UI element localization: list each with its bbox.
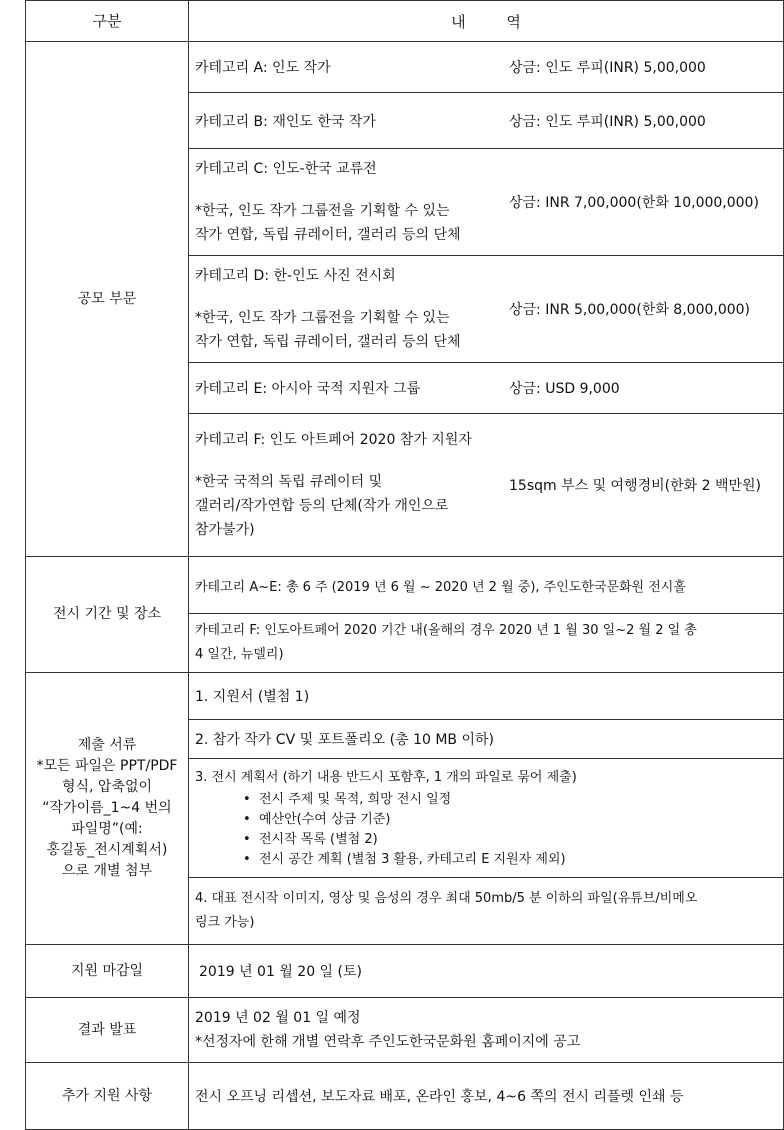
result-row <box>26 998 784 1063</box>
category-a-row <box>26 42 784 93</box>
docs-row-1 <box>26 673 784 720</box>
extra-label: 추가 지원 사항 <box>26 1063 189 1130</box>
docs-item-3: 3. 전시 계획서 (하기 내용 반드시 포함후, 1 개의 파일로 묶어 제출) <box>195 770 577 785</box>
list-item: • 전시 주제 및 목적, 희망 전시 일정 <box>259 790 783 810</box>
list-item: • 전시 공간 계획 (별첨 3 활용, 카테고리 E 지원자 제외) <box>259 850 783 870</box>
docs-label-7: 으로 개별 첨부 <box>61 863 153 879</box>
categories-label: 공모 부문 <box>26 42 189 557</box>
application-table <box>25 0 784 1130</box>
category-d-cell <box>189 256 784 363</box>
category-f-desc-2: 갤러리/작가연합 등의 단체(작가 개인으로 <box>195 498 449 514</box>
docs-item-3-list <box>195 790 783 870</box>
category-d-desc-2: 작가 연합, 독립 큐레이터, 갤러리 등의 단체 <box>195 334 461 350</box>
docs-label-6: 홍길동_전시계획서) <box>46 842 168 858</box>
result-line-1: 2019 년 02 월 01 일 예정 <box>195 1010 361 1026</box>
docs-label-2: *모든 파일은 PPT/PDF <box>36 758 178 774</box>
category-a-cell <box>189 42 784 93</box>
docs-label-4: “작가이름_1~4 번의 <box>42 800 172 816</box>
list-item: • 예산안(수여 상금 기준) <box>259 810 783 830</box>
list-item: • 전시작 목록 (별첨 2) <box>259 830 783 850</box>
deadline-row <box>26 945 784 998</box>
period-line-2a: 카테고리 F: 인도아트페어 2020 기간 내(올해의 경우 2020 년 1 월 30 일~2 월 2 일 총 <box>195 623 697 638</box>
category-a-name: 카테고리 A: 인도 작가 <box>195 60 331 76</box>
category-e-name: 카테고리 E: 아시아 국적 지원자 그룹 <box>195 381 421 397</box>
result-label: 결과 발표 <box>26 998 189 1063</box>
category-c-desc-2: 작가 연합, 독립 큐레이터, 갤러리 등의 단체 <box>195 227 461 243</box>
extra-row <box>26 1063 784 1130</box>
docs-item-3-cell <box>189 759 784 878</box>
deadline-value: 2019 년 01 월 20 일 (토) <box>189 945 784 998</box>
category-c-desc-1: *한국, 인도 작가 그룹전을 기획할 수 있는 <box>195 203 450 219</box>
period-line-2b: 4 일간, 뉴델리) <box>195 647 284 662</box>
category-b-name: 카테고리 B: 재인도 한국 작가 <box>195 113 376 130</box>
docs-label-1: 제출 서류 <box>77 737 137 753</box>
category-e-cell <box>189 363 784 414</box>
docs-label-5: 파일명”(예: <box>71 821 143 837</box>
period-row-1 <box>26 557 784 614</box>
extra-value: 전시 오프닝 리셉션, 보도자료 배포, 온라인 홍보, 4~6 쪽의 전시 리플렛 인쇄 등 <box>189 1063 784 1130</box>
category-d-prize: 상금: INR 5,00,000(한화 8,000,000) <box>509 302 751 318</box>
docs-item-4b: 링크 가능) <box>195 915 255 930</box>
docs-item-4-cell <box>189 878 784 945</box>
docs-item-1: 1. 지원서 (별첨 1) <box>189 673 784 720</box>
period-line-1: 카테고리 A~E: 총 6 주 (2019 년 6 월 ~ 2020 년 2 월 중), 주인도한국문화원 전시홀 <box>189 557 784 614</box>
category-a-prize: 상금: 인도 루피(INR) 5,00,000 <box>509 60 706 76</box>
table-header-row <box>26 1 784 42</box>
category-c-prize: 상금: INR 7,00,000(한화 10,000,000) <box>509 195 759 211</box>
category-d-name: 카테고리 D: 한-인도 사진 전시회 <box>195 268 396 284</box>
docs-item-4a: 4. 대표 전시작 이미지, 영상 및 음성의 경우 최대 50mb/5 분 이하의 파일(유튜브/비메오 <box>195 891 698 906</box>
category-e-prize: 상금: USD 9,000 <box>509 381 620 397</box>
docs-label-3: 형식, 압축없이 <box>61 779 153 795</box>
docs-item-2: 2. 참가 작가 CV 및 포트폴리오 (총 10 MB 이하) <box>189 720 784 759</box>
result-cell <box>189 998 784 1063</box>
category-f-prize: 15sqm 부스 및 여행경비(한화 2 백만원) <box>509 478 762 494</box>
category-f-desc-1: *한국 국적의 독립 큐레이터 및 <box>195 474 383 490</box>
period-label: 전시 기간 및 장소 <box>26 557 189 673</box>
docs-label <box>26 673 189 945</box>
period-cell-2 <box>189 614 784 673</box>
application-table-wrapper <box>25 0 784 1130</box>
category-c-name: 카테고리 C: 인도-한국 교류전 <box>195 161 377 177</box>
result-line-2: *선정자에 한해 개별 연락후 주인도한국문화원 홈페이지에 공고 <box>195 1034 581 1050</box>
header-details: 내 역 <box>189 1 784 42</box>
category-b-prize: 상금: 인도 루피(INR) 5,00,000 <box>509 113 706 130</box>
category-f-cell <box>189 414 784 557</box>
category-f-desc-3: 참가불가) <box>195 522 255 538</box>
deadline-label: 지원 마감일 <box>26 945 189 998</box>
header-category: 구분 <box>26 1 189 42</box>
category-f-name: 카테고리 F: 인도 아트페어 2020 참가 지원자 <box>195 432 472 448</box>
category-c-cell <box>189 149 784 256</box>
category-b-cell <box>189 93 784 149</box>
category-d-desc-1: *한국, 인도 작가 그룹전을 기획할 수 있는 <box>195 310 450 326</box>
